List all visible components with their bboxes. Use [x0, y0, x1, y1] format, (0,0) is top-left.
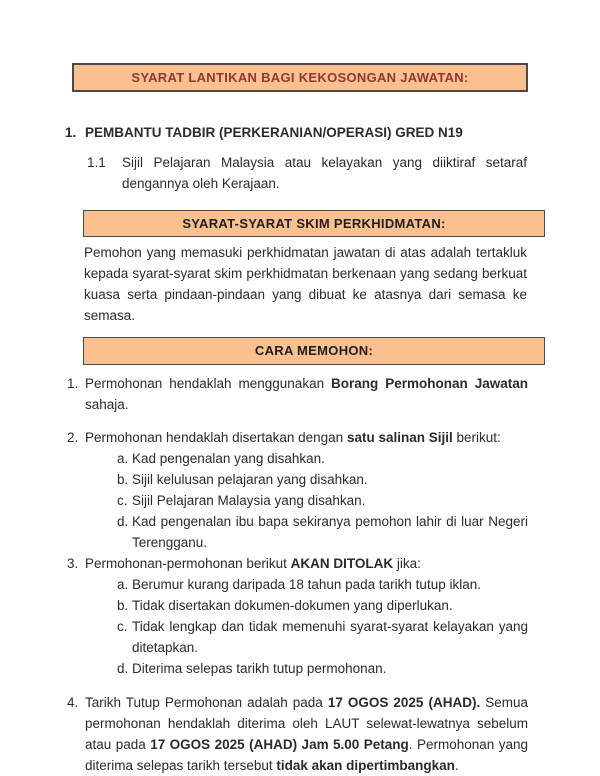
cara-item-2-bold-part: satu salinan Sijil — [346, 430, 453, 445]
requirement-1-1-number: 1.1 — [87, 155, 106, 170]
job-title-number: 1. — [65, 125, 77, 140]
cara-item-3b-text: Tidak disertakan dokumen-dokumen yang diperlukan. — [132, 598, 453, 613]
cara-item-4-bold-part: tidak akan dipertimbangkan — [276, 758, 455, 773]
cara-item-2a — [117, 448, 528, 469]
cara-item-2 — [67, 427, 528, 553]
cara-item-2c — [117, 490, 528, 511]
cara-item-3 — [67, 553, 528, 679]
cara-item-3a-letter: a. — [117, 577, 129, 592]
requirement-1-1-text: Sijil Pelajaran Malaysia atau kelayakan yang diiktiraf setaraf dengannya oleh Kerajaan. — [122, 155, 527, 191]
cara-item-2a-letter: a. — [117, 451, 129, 466]
banner-syarat-lantikan: SYARAT LANTIKAN BAGI KEKOSONGAN JAWATAN: — [72, 63, 528, 92]
cara-item-3b — [117, 595, 528, 616]
cara-item-3c-text: Tidak lengkap dan tidak memenuhi syarat-syarat kelayakan yang ditetapkan. — [132, 619, 528, 655]
cara-item-4-bold-part: 17 OGOS 2025 (AHAD). — [327, 695, 481, 710]
cara-item-3c-letter: c. — [117, 619, 128, 634]
cara-item-1-text-part: Permohonan hendaklah menggunakan — [85, 376, 332, 391]
banner-skim-perkhidmatan: SYARAT-SYARAT SKIM PERKHIDMATAN: — [83, 210, 545, 237]
requirement-1-1 — [87, 152, 527, 194]
job-title-heading — [65, 122, 528, 143]
cara-item-3c — [117, 616, 528, 658]
cara-item-3a — [117, 574, 528, 595]
banner-cara-memohon: CARA MEMOHON: — [83, 337, 545, 365]
cara-item-1 — [67, 373, 528, 415]
cara-item-1-text-part: sahaja. — [85, 397, 129, 412]
cara-item-2b — [117, 469, 528, 490]
cara-item-3-text-part: Permohonan-permohonan berikut — [85, 556, 291, 571]
cara-item-3d-text: Diterima selepas tarikh tutup permohonan. — [132, 661, 387, 676]
cara-item-3-bold-part: AKAN DITOLAK — [290, 556, 394, 571]
cara-item-2c-letter: c. — [117, 493, 128, 508]
cara-item-3d-letter: d. — [117, 661, 129, 676]
cara-item-2b-letter: b. — [117, 472, 129, 487]
cara-item-4-text-part: Tarikh Tutup Permohonan adalah pada — [85, 695, 328, 710]
cara-item-3-number: 3. — [67, 556, 79, 571]
cara-item-4-text-part: . — [454, 758, 459, 773]
cara-item-2d-text: Kad pengenalan ibu bapa sekiranya pemohon lahir di luar Negeri Terengganu. — [132, 514, 528, 550]
cara-item-2a-text: Kad pengenalan yang disahkan. — [132, 451, 325, 466]
cara-memohon-list — [67, 373, 528, 776]
cara-item-4 — [67, 692, 528, 776]
cara-item-2-number: 2. — [67, 430, 79, 445]
cara-item-2c-text: Sijil Pelajaran Malaysia yang disahkan. — [132, 493, 366, 508]
cara-item-3d — [117, 658, 528, 679]
cara-item-4-text-part: . Permohonan yang diterima selepas tarikh tersebut — [85, 737, 528, 773]
cara-item-4-number: 4. — [67, 695, 79, 710]
cara-item-4-text-part: Semua permohonan hendaklah diterima oleh LAUT selewat-lewatnya sebelum atau pada — [85, 695, 529, 752]
cara-item-1-bold-part: Borang Permohonan Jawatan — [331, 376, 528, 391]
cara-item-2-text-part: berikut: — [452, 430, 501, 445]
cara-item-2d — [117, 511, 528, 553]
cara-item-3b-letter: b. — [117, 598, 129, 613]
skim-paragraph: Pemohon yang memasuki perkhidmatan jawatan di atas adalah tertakluk kepada syarat-syarat skim perkhidmatan berkenaan yang sedang berkuat kuasa serta pindaan-pindaan yang dibuat ke atasnya dari semasa ke semasa. — [84, 245, 527, 323]
cara-item-2-text-part: Permohonan hendaklah disertakan dengan — [85, 430, 347, 445]
cara-item-3a-text: Berumur kurang daripada 18 tahun pada tarikh tutup iklan. — [132, 577, 481, 592]
cara-item-1-number: 1. — [67, 376, 79, 391]
cara-item-3-text-part: jika: — [393, 556, 421, 571]
cara-item-4-bold-part: 17 OGOS 2025 (AHAD) Jam 5.00 Petang — [150, 737, 409, 752]
job-title-text: PEMBANTU TADBIR (PERKERANIAN/OPERASI) GRED N19 — [85, 125, 463, 140]
cara-item-2b-text: Sijil kelulusan pelajaran yang disahkan. — [132, 472, 368, 487]
cara-item-2d-letter: d. — [117, 514, 129, 529]
